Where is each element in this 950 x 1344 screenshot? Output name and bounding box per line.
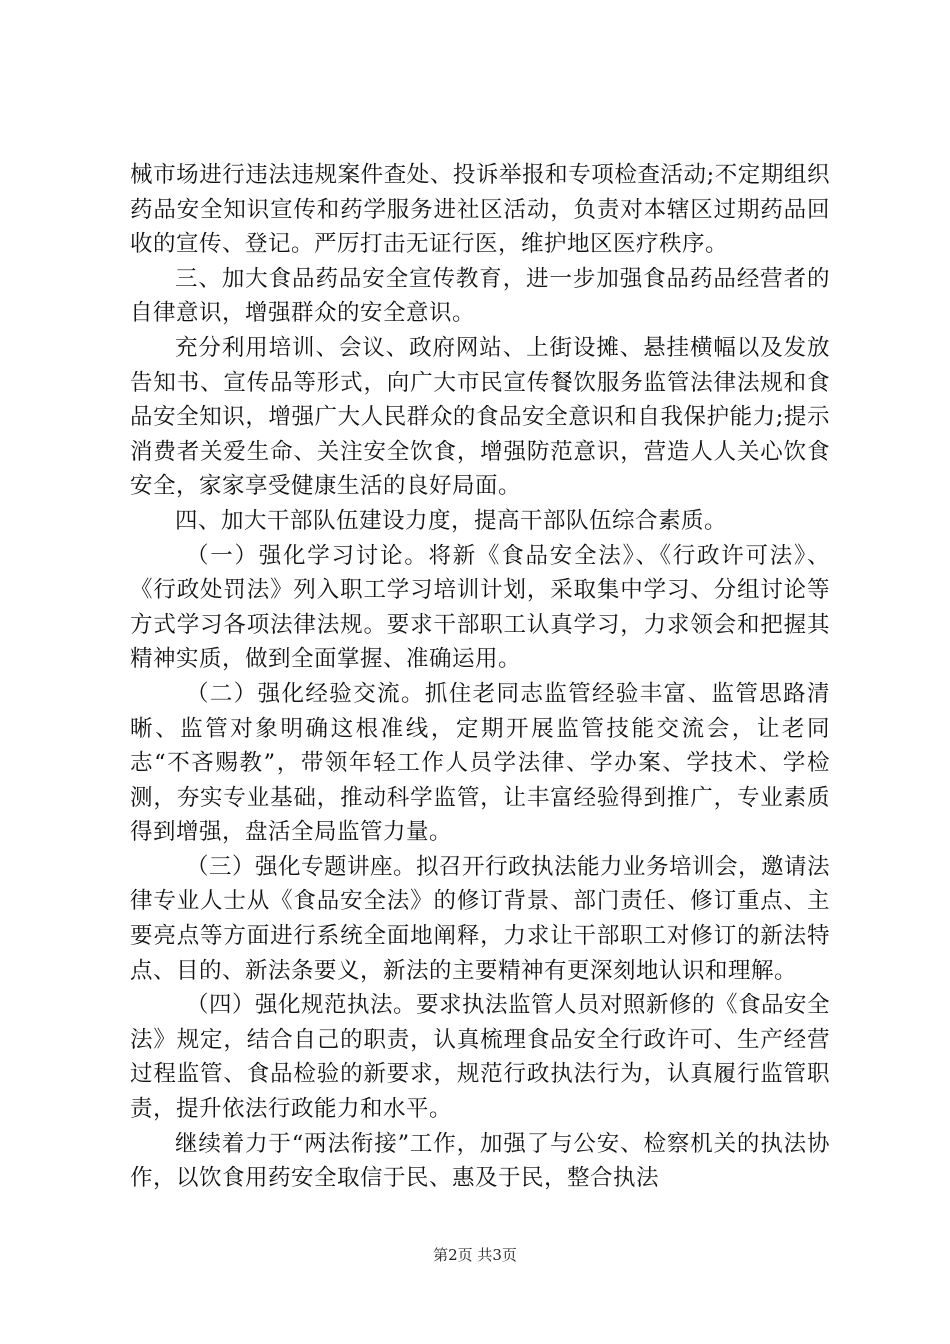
section-heading-3: 三、加大食品药品安全宣传教育，进一步加强食品药品经营者的自律意识，增强群众的安全意识。: [130, 265, 830, 327]
subsection-3: （三）强化专题讲座。拟召开行政执法能力业务培训会，邀请法律专业人士从《食品安全法》的修订背景、部门责任、修订重点、主要亮点等方面进行系统全面地阐释，力求让干部职工对修订的新法特点、目的、新法条要义，新法的主要精神有更深刻地认识和理解。: [130, 853, 831, 984]
paragraph-two-laws: 继续着力于“两法衔接”工作，加强了与公安、检察机关的执法协作，以饮食用药安全取信于民、惠及于民，整合执法: [130, 1130, 830, 1192]
subsection-4: （四）强化规范执法。要求执法监管人员对照新修的《食品安全法》规定，结合自己的职责，认真梳理食品安全行政许可、生产经营过程监管、食品检验的新要求，规范行政执法行为，认真履行监管职责，提升依法行政能力和水平。: [130, 992, 831, 1123]
subsection-1: （一）强化学习讨论。将新《食品安全法》、《行政许可法》、《行政处罚法》列入职工学习培训计划，采取集中学习、分组讨论等方式学习各项法律法规。要求干部职工认真学习，力求领会和把握其精神实质，做到全面掌握、准确运用。: [130, 542, 830, 673]
page-number-footer: 第2页 共3页: [433, 1246, 517, 1264]
section-heading-4: 四、加大干部队伍建设力度，提高干部队伍综合素质。: [175, 507, 728, 534]
paragraph-continuation: 械市场进行违法违规案件查处、投诉举报和专项检查活动;不定期组织药品安全知识宣传和药学服务进社区活动，负责对本辖区过期药品回收的宣传、登记。严厉打击无证行医，维护地区医疗秩序。: [130, 162, 830, 258]
document-body: [130, 158, 830, 1196]
subsection-2: （二）强化经验交流。抓住老同志监管经验丰富、监管思路清晰、监管对象明确这根准线，定期开展监管技能交流会，让老同志“不吝赐教”，带领年轻工作人员学法律、学办案、学技术、学检测，夯实专业基础，推动科学监管，让丰富经验得到推广，专业素质得到增强，盘活全局监管力量。: [130, 680, 830, 846]
paragraph-publicity: 充分利用培训、会议、政府网站、上街设摊、悬挂横幅以及发放告知书、宣传品等形式，向广大市民宣传餐饮服务监管法律法规和食品安全知识，增强广大人民群众的食品安全意识和自我保护能力;提示消费者关爱生命、关注安全饮食，增强防范意识，营造人人关心饮食安全，家家享受健康生活的良好局面。: [130, 334, 830, 500]
